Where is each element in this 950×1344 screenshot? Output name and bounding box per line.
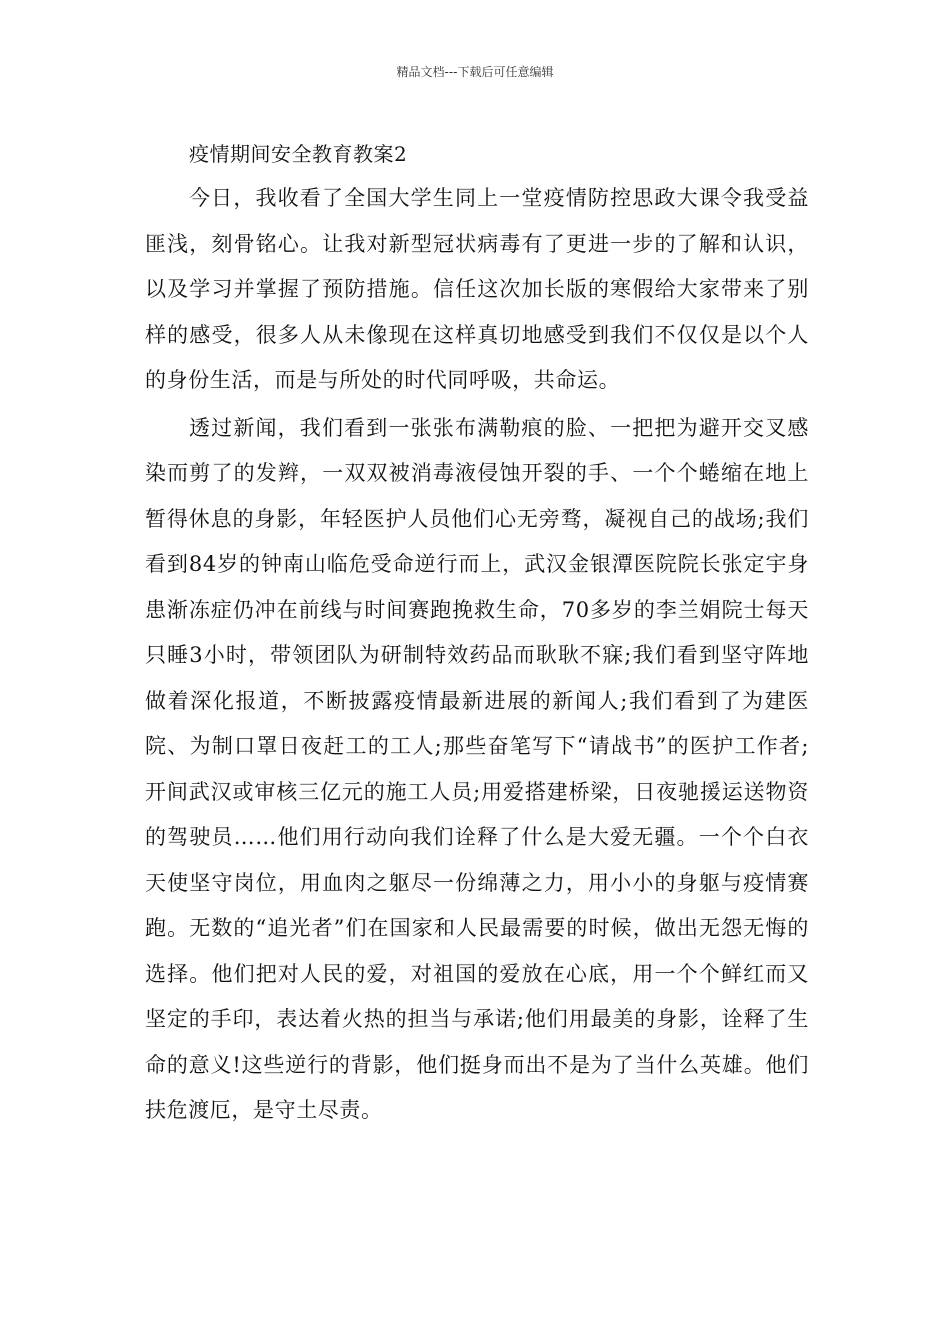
document-title: 疫情期间安全教育教案2 bbox=[189, 142, 408, 166]
paragraph-2: 透过新闻，我们看到一张张布满勒痕的脸、一把把为避开交叉感染而剪了的发辫，一双双被消毒液侵蚀开裂的手、一个个蜷缩在地上暂得休息的身影，年轻医护人员他们心无旁骛，凝视自己的战场;我们看到84岁的钟南山临危受命逆行而上，武汉金银潭医院院长张定宇身患渐冻症仍冲在前线与时间赛跑挽救生命，70多岁的李兰娟院士每天只睡3小时，带领团队为研制特效药品而耿耿不寐;我们看到坚守阵地做着深化报道，不断披露疫情最新进展的新闻人;我们看到了为建医院、为制口罩日夜赶工的工人;那些奋笔写下“请战书”的医护工作者;开间武汉或审核三亿元的施工人员;用爱搭建桥梁，日夜驰援运送物资的驾驶员……他们用行动向我们诠释了什么是大爱无疆。一个个白衣天使坚守岗位，用血肉之躯尽一份绵薄之力，用小小的身躯与疫情赛跑。无数的“追光者”们在国家和人民最需要的时候，做出无怨无悔的选择。他们把对人民的爱，对祖国的爱放在心底，用一个个鲜红而又坚定的手印，表达着火热的担当与承诺;他们用最美的身影，诠释了生命的意义!这些逆行的背影，他们挺身而出不是为了当什么英雄。他们扶危渡厄，是守土尽责。 bbox=[145, 415, 809, 1122]
page-header: 精品文档---下载后可任意编辑 bbox=[396, 65, 554, 79]
paragraph-1: 今日，我收看了全国大学生同上一堂疫情防控思政大课令我受益匪浅，刻骨铭心。让我对新型冠状病毒有了更进一步的了解和认识，以及学习并掌握了预防措施。信任这次加长版的寒假给大家带来了别样的感受，很多人从未像现在这样真切地感受到我们不仅仅是以个人的身份生活，而是与所处的时代同呼吸，共命运。 bbox=[145, 186, 809, 392]
document-body bbox=[145, 132, 809, 1134]
